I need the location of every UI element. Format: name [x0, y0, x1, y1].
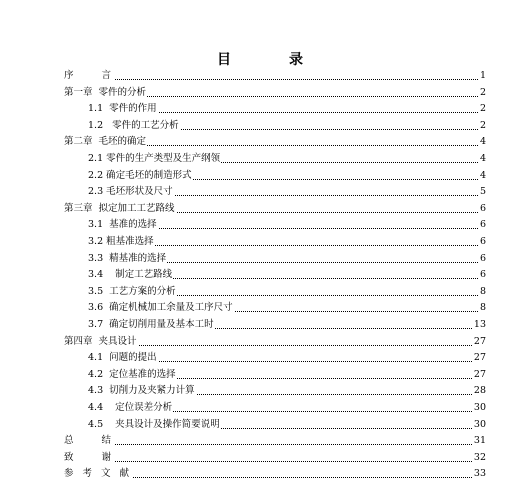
- toc-entry[interactable]: [0, 85, 520, 101]
- toc-entry-label: 1.1 零件的作用: [88, 101, 158, 117]
- toc-entry-label: 3.5 工艺方案的分析: [88, 284, 177, 300]
- toc-entry-label: 2.1 零件的生产类型及生产纲领: [88, 151, 221, 167]
- toc-entry[interactable]: [0, 367, 520, 383]
- toc-entry-label: 3.1 基准的选择: [88, 217, 158, 233]
- toc-entry-page: 6: [479, 201, 486, 217]
- toc-entry[interactable]: [0, 284, 520, 300]
- toc-entry-page: 4: [479, 151, 486, 167]
- toc-entry-label: 2.3 毛坯形状及尺寸: [88, 184, 174, 200]
- toc-entry-label: 4.1 问题的提出: [88, 350, 158, 366]
- toc-entry[interactable]: [0, 168, 520, 184]
- toc-entry-page: 27: [473, 367, 486, 383]
- toc-entry[interactable]: [0, 118, 520, 134]
- toc-entry-page: 2: [479, 101, 486, 117]
- toc-entry[interactable]: [0, 267, 520, 283]
- toc-entry-page: 30: [473, 400, 486, 416]
- toc-entry-page: 5: [479, 184, 486, 200]
- toc-entry[interactable]: [0, 334, 520, 350]
- toc-entry-page: 27: [473, 334, 486, 350]
- dot-leader: [64, 444, 482, 445]
- toc-entry-page: 6: [479, 251, 486, 267]
- toc-entry-label: 4.2 定位基准的选择: [88, 367, 177, 383]
- toc-entry-page: 8: [479, 284, 486, 300]
- toc-entry-page: 1: [479, 68, 486, 84]
- toc-entry-label: 总 结: [64, 433, 115, 449]
- toc-entry[interactable]: [0, 450, 520, 466]
- toc-entry-page: 27: [473, 350, 486, 366]
- toc-entry-label: 序 言: [64, 68, 115, 84]
- toc-entry[interactable]: [0, 68, 520, 84]
- toc-entry[interactable]: [0, 151, 520, 167]
- dot-leader: [64, 79, 482, 80]
- toc-entry-page: 2: [479, 85, 486, 101]
- toc-title: 目 录: [217, 52, 325, 68]
- toc-entry-label: 4.4 定位误差分析: [88, 400, 173, 416]
- toc-entry-label: 第二章 毛坯的确定: [64, 134, 147, 150]
- toc-entry-label: 4.3 切削力及夹紧力计算: [88, 383, 196, 399]
- toc-entry-label: 第三章 拟定加工工艺路线: [64, 201, 176, 217]
- toc-entry-label: 3.6 确定机械加工余量及工序尺寸: [88, 300, 234, 316]
- toc-entry[interactable]: [0, 400, 520, 416]
- toc-entry-label: 4.5 夹具设计及操作简要说明: [88, 417, 221, 433]
- toc-entry-page: 32: [473, 450, 486, 466]
- toc-entry-label: 致 谢: [64, 450, 115, 466]
- toc-entry-page: 6: [479, 234, 486, 250]
- dot-leader: [64, 461, 482, 462]
- toc-entry[interactable]: [0, 234, 520, 250]
- toc-entry-page: 6: [479, 267, 486, 283]
- toc-entry[interactable]: [0, 217, 520, 233]
- toc-entry-page: 31: [473, 433, 486, 449]
- toc-entry-label: 第一章 零件的分析: [64, 85, 147, 101]
- toc-entry-label: 2.2 确定毛坯的制造形式: [88, 168, 193, 184]
- toc-entry-label: 3.3 精基准的选择: [88, 251, 167, 267]
- toc-entry-label: 参 考 文 献: [64, 466, 133, 482]
- toc-entry-page: 6: [479, 217, 486, 233]
- toc-entry-label: 3.4 制定工艺路线: [88, 267, 173, 283]
- toc-entry-page: 28: [473, 383, 486, 399]
- toc-entry[interactable]: [0, 417, 520, 433]
- toc-entry-page: 2: [479, 118, 486, 134]
- toc-entry-label: 第四章 夹具设计: [64, 334, 138, 350]
- toc-entry-label: 3.7 确定切削用量及基本工时: [88, 317, 215, 333]
- toc-entry-label: 3.2 粗基准选择: [88, 234, 155, 250]
- toc-entry[interactable]: [0, 134, 520, 150]
- toc-entry[interactable]: [0, 350, 520, 366]
- toc-entry[interactable]: [0, 101, 520, 117]
- toc-entry[interactable]: [0, 251, 520, 267]
- toc-entry[interactable]: [0, 466, 520, 482]
- toc-entry[interactable]: [0, 201, 520, 217]
- toc-entry[interactable]: [0, 184, 520, 200]
- toc-entry-page: 33: [473, 466, 486, 482]
- toc-entry[interactable]: [0, 383, 520, 399]
- toc-entry[interactable]: [0, 317, 520, 333]
- toc-entry-page: 13: [473, 317, 486, 333]
- toc-entry-page: 8: [479, 300, 486, 316]
- toc-entry-page: 4: [479, 134, 486, 150]
- toc-entry[interactable]: [0, 433, 520, 449]
- toc-entry-label: 1.2 零件的工艺分析: [88, 118, 180, 134]
- toc-entry-page: 30: [473, 417, 486, 433]
- toc-entry[interactable]: [0, 300, 520, 316]
- toc-entry-page: 4: [479, 168, 486, 184]
